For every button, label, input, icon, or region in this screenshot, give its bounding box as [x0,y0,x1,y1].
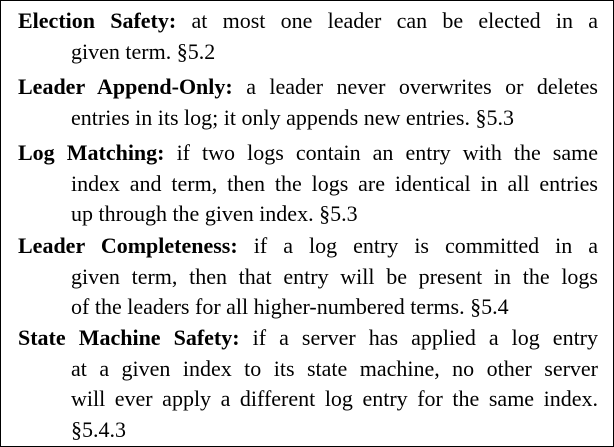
property-state-machine-safety [18,323,598,445]
property-first-line [18,231,598,262]
property-leader-completeness [18,231,598,323]
property-term: Log Matching: [18,140,165,165]
property-text-line: of the leaders for all higher-numbered terms. §5.4 [71,294,509,319]
property-leader-append-only [18,72,598,133]
property-first-line [18,323,598,354]
property-text-line: given term, then that entry will be present in the logs [71,263,598,289]
property-text: a leader never overwrites or deletes [246,74,598,99]
property-text-line: §5.4.3 [71,416,126,442]
property-election-safety [18,6,598,67]
property-text-line: entries in its log; it only appends new entries. §5.3 [71,104,514,130]
property-text-line: index and term, then the logs are identical in all entries [71,170,598,196]
property-text: at most one leader can be elected in a [191,8,599,33]
property-term: Leader Append-Only: [18,74,233,99]
property-text: if two logs contain an entry with the same [176,140,599,165]
property-text: if a log entry is committed in a [253,233,599,258]
property-log-matching [18,138,598,230]
property-text-line: up through the given index. §5.3 [71,201,358,226]
property-first-line [18,138,598,169]
property-first-line [18,6,598,37]
property-text-line: at a given index to its state machine, no other server [71,355,598,381]
property-term: Leader Completeness: [18,233,238,258]
property-text-line: will ever apply a different log entry for the same index. [71,386,598,411]
property-first-line [18,72,598,103]
property-text: if a server has applied a log entry [252,325,599,350]
property-term: State Machine Safety: [18,325,240,350]
property-term: Election Safety: [18,8,177,33]
property-text-line: given term. §5.2 [71,38,216,64]
